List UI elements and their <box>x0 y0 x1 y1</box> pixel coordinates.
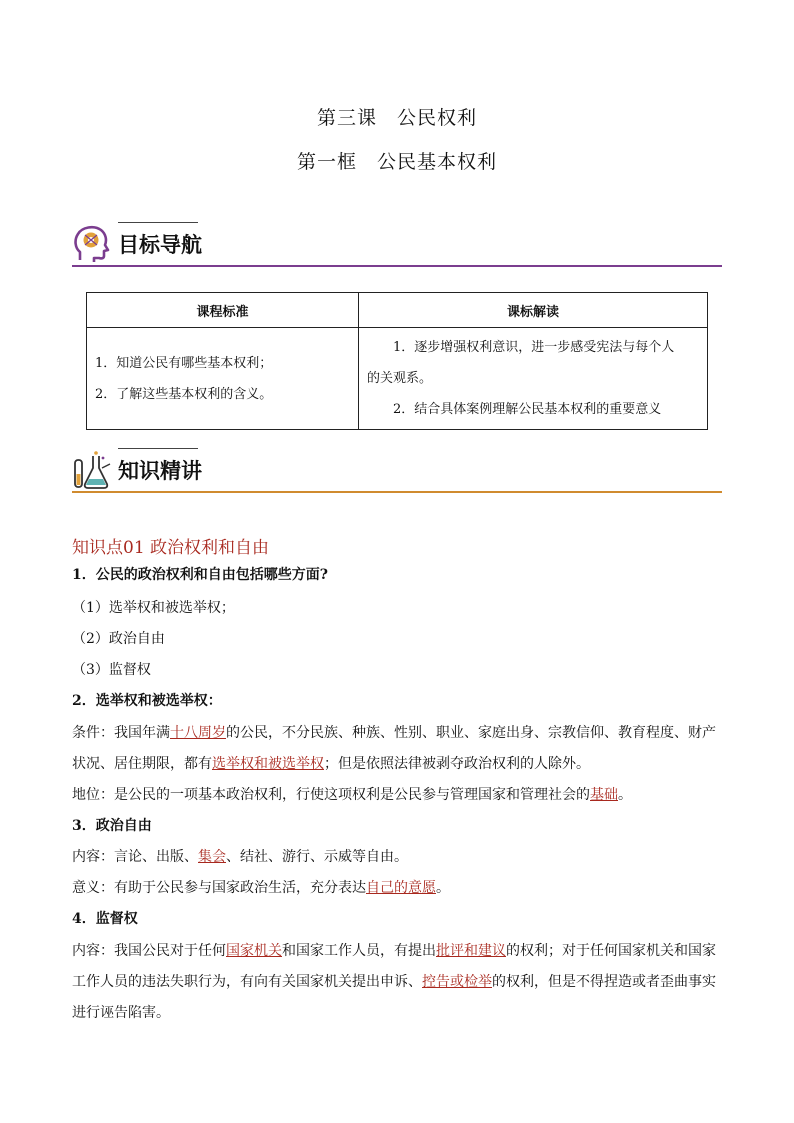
key-answer: 控告或检举 <box>422 974 492 990</box>
standard-item: 2．了解这些基本权利的含义。 <box>95 386 273 402</box>
subheading-election: 2．选举权和被选举权： <box>72 693 222 709</box>
reading-item: 的关观系。 <box>367 371 433 386</box>
lab-flask-icon <box>72 450 112 492</box>
key-answer: 集会 <box>198 849 226 865</box>
section-knowledge-rule <box>72 491 722 493</box>
frame-title: 第一框 公民基本权利 <box>296 151 497 173</box>
brain-head-icon <box>72 224 112 266</box>
list-item: （3）监督权 <box>72 662 151 678</box>
key-answer: 批评和建议 <box>436 943 506 959</box>
section-goal-header <box>72 222 722 270</box>
standard-item: 1．知道公民有哪些基本权利； <box>95 355 273 371</box>
key-answer: 自己的意愿 <box>366 880 436 896</box>
table-header-readings: 课标解读 <box>359 293 708 328</box>
text: 。 <box>618 787 632 803</box>
text: 。 <box>436 880 450 896</box>
list-item: （1）选举权和被选举权； <box>72 600 235 616</box>
reading-item: 2．结合具体案例理解公民基本权利的重要意义 <box>393 402 662 417</box>
text: 和国家工作人员，有提出 <box>282 943 436 959</box>
condition-paragraph-line <box>72 754 724 774</box>
text: 地位：是公民的一项基本政治权利，行使这项权利是公民参与管理国家和管理社会的 <box>72 787 590 803</box>
section-knowledge-header <box>72 448 722 496</box>
text: 、结社、游行、示威等自由。 <box>226 849 408 865</box>
key-answer: 选举权和被选举权 <box>212 756 324 772</box>
lesson-title: 第三课 公民权利 <box>316 107 477 129</box>
list-item: （2）政治自由 <box>72 631 165 647</box>
condition-paragraph-line <box>72 723 724 743</box>
reading-item: 1．逐步增强权利意识，进一步感受宪法与每个人 <box>393 340 675 355</box>
section-knowledge-label: 知识精讲 <box>118 459 202 483</box>
supervision-paragraph-line <box>72 941 724 961</box>
status-paragraph <box>72 785 724 805</box>
decorative-line <box>118 222 198 223</box>
table-header-row <box>87 293 708 328</box>
table-header-standards: 课程标准 <box>87 293 359 328</box>
text: 内容：我国公民对于任何 <box>72 943 226 959</box>
question-heading: 1．公民的政治权利和自由包括哪些方面? <box>72 567 328 583</box>
supervision-paragraph-line: 进行诬告陷害。 <box>72 1005 170 1021</box>
freedom-meaning-paragraph <box>72 878 724 898</box>
decorative-line <box>118 448 198 449</box>
standards-cell <box>87 328 359 430</box>
subheading-supervision: 4．监督权 <box>72 911 138 927</box>
key-answer: 国家机关 <box>226 943 282 959</box>
text: 的公民，不分民族、种族、性别、职业、家庭出身、宗教信仰、教育程度、财产 <box>226 725 716 741</box>
course-standards-table <box>86 292 708 430</box>
section-goal-label: 目标导航 <box>118 233 202 257</box>
text: 内容：言论、出版、 <box>72 849 198 865</box>
freedom-content-paragraph <box>72 847 724 867</box>
text: 状况、居住期限，都有 <box>72 756 212 772</box>
text: 条件：我国年满 <box>72 725 170 741</box>
knowledge-point-title: 知识点01 政治权利和自由 <box>72 538 270 558</box>
text: 工作人员的违法失职行为，有向有关国家机关提出申诉、 <box>72 974 422 990</box>
text: 的权利，但是不得捏造或者歪曲事实 <box>492 974 716 990</box>
text: 的权利；对于任何国家机关和国家 <box>506 943 716 959</box>
text: ；但是依照法律被剥夺政治权利的人除外。 <box>324 756 590 772</box>
supervision-paragraph-line <box>72 972 724 992</box>
key-answer: 基础 <box>590 787 618 803</box>
table-row <box>87 328 708 430</box>
section-goal-rule <box>72 265 722 267</box>
text: 意义：有助于公民参与国家政治生活，充分表达 <box>72 880 366 896</box>
readings-cell <box>359 328 708 430</box>
subheading-political-freedom: 3．政治自由 <box>72 818 152 834</box>
key-answer: 十八周岁 <box>170 725 226 741</box>
